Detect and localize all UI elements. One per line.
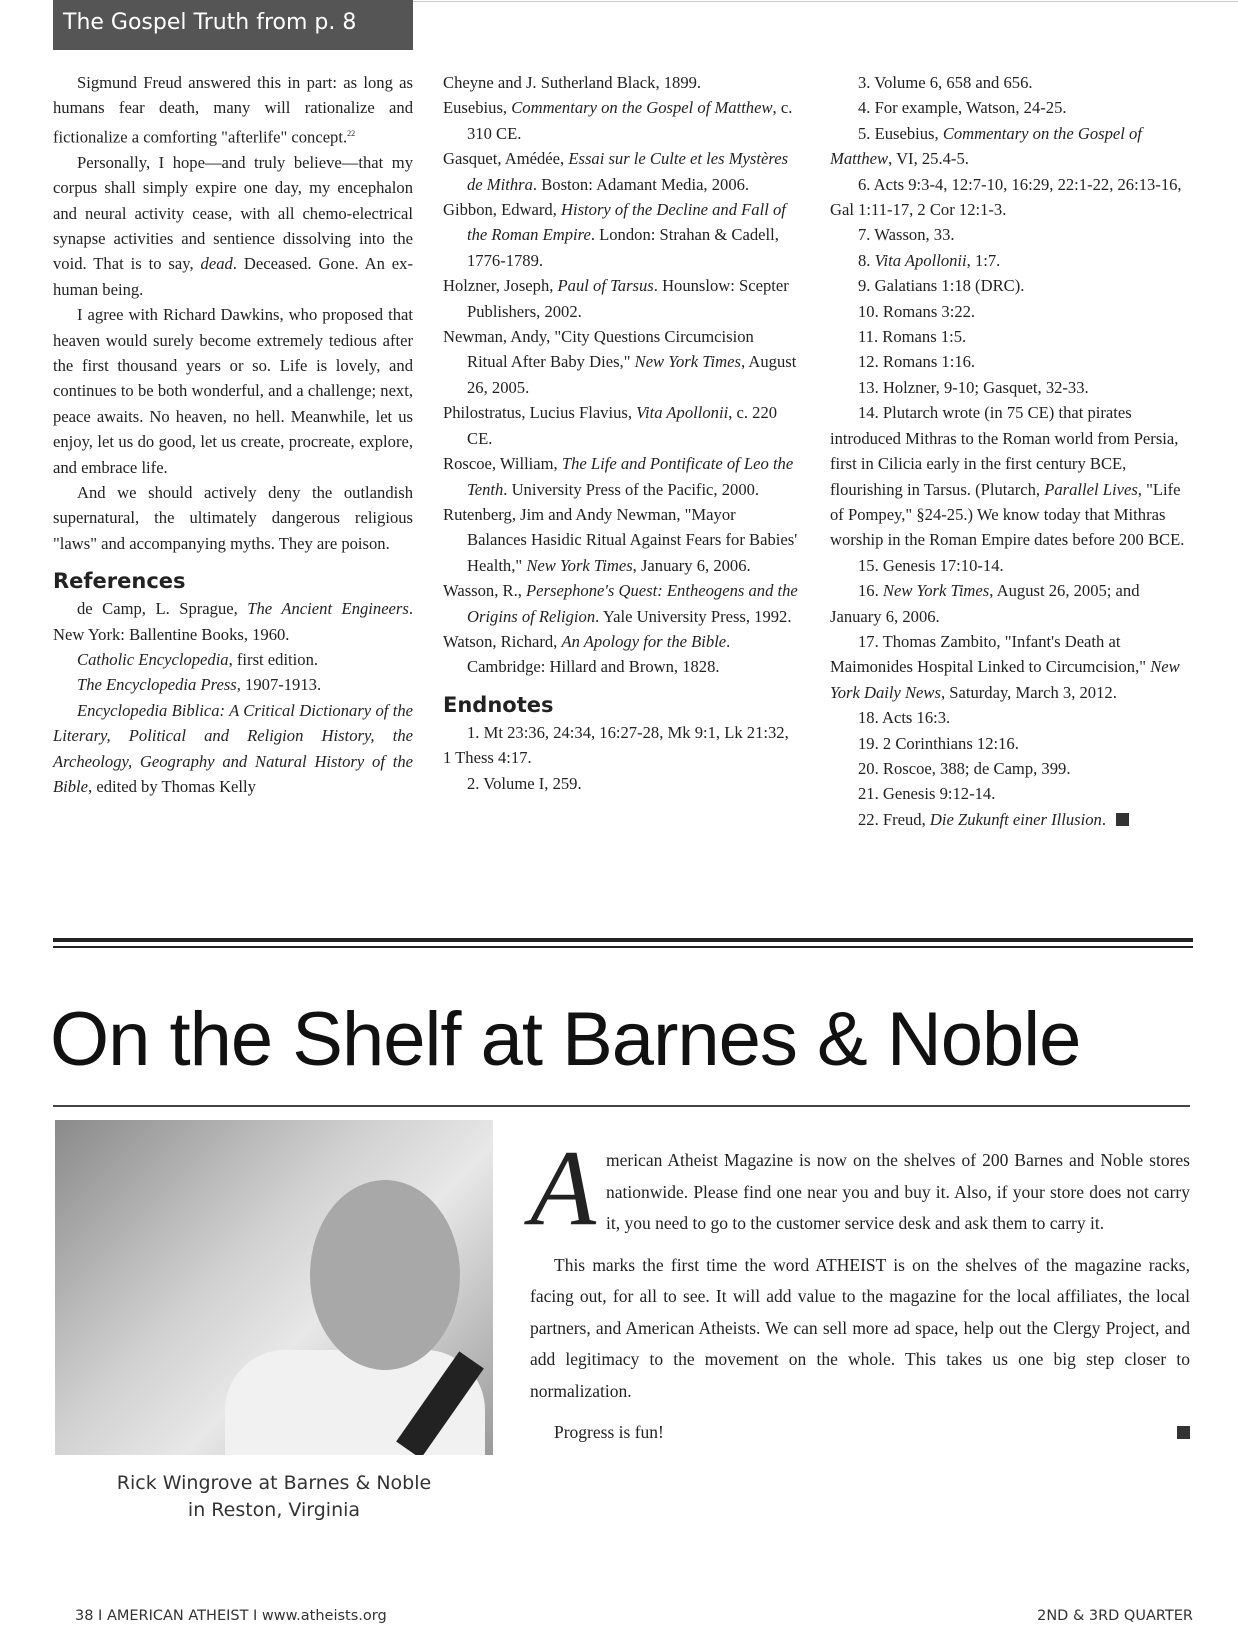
reference: Holzner, Joseph, Paul of Tarsus. Hounslow: Scepter Publishers, 2002. — [443, 276, 789, 321]
article-photo — [55, 1120, 493, 1455]
endnote: 2. Volume I, 259. — [467, 773, 582, 793]
reference: Encyclopedia Biblica: A Critical Dictionary of the Literary, Political and Religion History, the Archeology, Geography and Natural History of the Bible, edited by Thomas Kelly — [53, 700, 413, 797]
footer-right: 2ND & 3RD QUARTER — [1037, 1608, 1193, 1624]
article-body — [530, 1129, 1190, 1459]
endnote: 1. Mt 23:36, 24:34, 16:27-28, Mk 9:1, Lk 21:32, 1 Thess 4:17. — [443, 722, 789, 768]
section-divider — [53, 938, 1193, 942]
endnote: 17. Thomas Zambito, "Infant's Death at Maimonides Hospital Linked to Circumcision," New York Daily News, Saturday, March 3, 2012. — [830, 631, 1180, 702]
endnote: 11. Romans 1:5. — [858, 327, 967, 347]
section-divider — [53, 946, 1193, 948]
column-3 — [830, 70, 1195, 832]
end-mark-icon — [1177, 1426, 1190, 1439]
endnote: 21. Genesis 9:12-14. — [858, 784, 996, 804]
paragraph: And we should actively deny the outlandish supernatural, the ultimately dangerous religious "laws" and accompanying myths. They are poison. — [53, 483, 413, 553]
endnote: 18. Acts 16:3. — [858, 708, 951, 728]
paragraph: Personally, I hope—and truly believe—that my corpus shall simply expire one day, my encephalon and neural activity cease, with all chemo-electrical synapse activities and sentience dissolving into the void. That is to say, dead. Deceased. Gone. An ex-human being. — [53, 152, 413, 299]
column-1 — [53, 70, 413, 800]
endnote: 12. Romans 1:16. — [858, 352, 976, 372]
endnote: 3. Volume 6, 658 and 656. — [858, 73, 1033, 92]
reference: The Encyclopedia Press, 1907-1913. — [77, 675, 322, 695]
article-title: On the Shelf at Barnes & Noble — [50, 997, 1081, 1082]
paragraph: American Atheist Magazine is now on the shelves of 200 Barnes and Noble stores nationwide. Please find one near you and buy it. Also, if your store does not carry it, you need to go to the customer service desk and ask them to carry it. — [530, 1129, 1190, 1248]
endnote: 6. Acts 9:3-4, 12:7-10, 16:29, 22:1-22, 26:13-16, Gal 1:11-17, 2 Cor 12:1-3. — [830, 174, 1182, 220]
paragraph: Progress is fun! — [530, 1417, 1190, 1449]
paragraph: This marks the first time the word ATHEIST is on the shelves of the magazine racks, facing out, for all to see. It will add value to the magazine for the local affiliates, the local partners, and American Atheists. We can sell more ad space, help out the Clergy Project, and add legitimacy to the movement on the whole. This takes us one big step closer to normalization. — [530, 1254, 1190, 1401]
end-mark-icon — [1116, 813, 1129, 826]
drop-cap: A — [530, 1129, 596, 1248]
references-heading: References — [53, 569, 186, 594]
endnote: 10. Romans 3:22. — [858, 301, 976, 321]
endnote: 14. Plutarch wrote (in 75 CE) that pirates introduced Mithras to the Roman world from Persia, first in Cilicia early in the first century BCE, flourishing in Tarsus. (Plutarch, Parallel Lives, "Life of Pompey," §24-25.) We know today that Mithras worship in the Roman Empire dates before 200 BCE. — [830, 403, 1185, 550]
endnote: 20. Roscoe, 388; de Camp, 399. — [858, 758, 1071, 778]
paragraph: I agree with Richard Dawkins, who proposed that heaven would surely become extremely tedious after the first thousand years or so. Life is lovely, and continues to be both wonderful, and a challenge; next, peace awaits. No heaven, no hell. Meanwhile, let us enjoy, let us do good, let us create, procreate, explore, and embrace life. — [53, 305, 413, 477]
paragraph: Sigmund Freud answered this in part: as long as humans fear death, many will rationalize and fictionalize a comforting "afterlife" concept.$^{22}$ — [53, 73, 413, 147]
endnote: 4. For example, Watson, 24-25. — [858, 98, 1067, 118]
reference: Watson, Richard, An Apology for the Bible. Cambridge: Hillard and Brown, 1828. — [443, 631, 731, 677]
footnote-mark: 22 — [347, 128, 356, 138]
endnote: 5. Eusebius, Commentary on the Gospel of Matthew, VI, 25.4-5. — [830, 123, 1142, 169]
photo-caption: Rick Wingrove at Barnes & Noble in Reston, Virginia — [116, 1472, 432, 1521]
reference: Eusebius, Commentary on the Gospel of Matthew, c. 310 CE. — [443, 98, 793, 143]
column-2 — [443, 70, 798, 796]
section-header: The Gospel Truth from p. 8 — [53, 0, 413, 50]
reference: Wasson, R., Persephone's Quest: Entheogens and the Origins of Religion. Yale University Press, 1992. — [443, 581, 798, 626]
endnote: 9. Galatians 1:18 (DRC). — [858, 276, 1025, 296]
endnote-list — [830, 70, 1195, 832]
endnotes-heading: Endnotes — [443, 692, 554, 717]
reference: Rutenberg, Jim and Andy Newman, "Mayor Balances Hasidic Ritual Against Fears for Babies' Health," New York Times, January 6, 2006. — [443, 504, 798, 575]
endnote: 15. Genesis 17:10-14. — [858, 555, 1004, 575]
reference: Newman, Andy, "City Questions Circumcision Ritual After Baby Dies," New York Times, August 26, 2005. — [443, 327, 797, 397]
title-underline — [53, 1105, 1190, 1107]
reference: Catholic Encyclopedia, first edition. — [77, 650, 319, 670]
reference: Roscoe, William, The Life and Pontificate of Leo the Tenth. University Press of the Pacific, 2000. — [443, 454, 794, 499]
reference: Cheyne and J. Sutherland Black, 1899. — [443, 73, 702, 92]
reference-list — [53, 596, 413, 799]
endnote: 16. New York Times, August 26, 2005; and January 6, 2006. — [830, 581, 1140, 626]
reference-list — [443, 70, 798, 680]
endnote: 19. 2 Corinthians 12:16. — [858, 733, 1019, 753]
reference: Gibbon, Edward, History of the Decline and Fall of the Roman Empire. London: Strahan & Cadell, 1776-1789. — [443, 200, 786, 270]
endnote: 13. Holzner, 9-10; Gasquet, 32-33. — [858, 377, 1089, 397]
endnote: 7. Wasson, 33. — [858, 225, 955, 245]
endnote: 22. Freud, Die Zukunft einer Illusion. — [830, 807, 1195, 832]
footer-left: 38 I AMERICAN ATHEIST I www.atheists.org — [75, 1608, 387, 1624]
endnote: 8. Vita Apollonii, 1:7. — [858, 250, 1001, 270]
reference: Gasquet, Amédée, Essai sur le Culte et les Mystères de Mithra. Boston: Adamant Media, 2006. — [443, 149, 789, 194]
top-rule — [413, 1, 1238, 2]
reference: Philostratus, Lucius Flavius, Vita Apollonii, c. 220 CE. — [443, 403, 778, 448]
reference: de Camp, L. Sprague, The Ancient Engineers. New York: Ballentine Books, 1960. — [53, 599, 413, 644]
